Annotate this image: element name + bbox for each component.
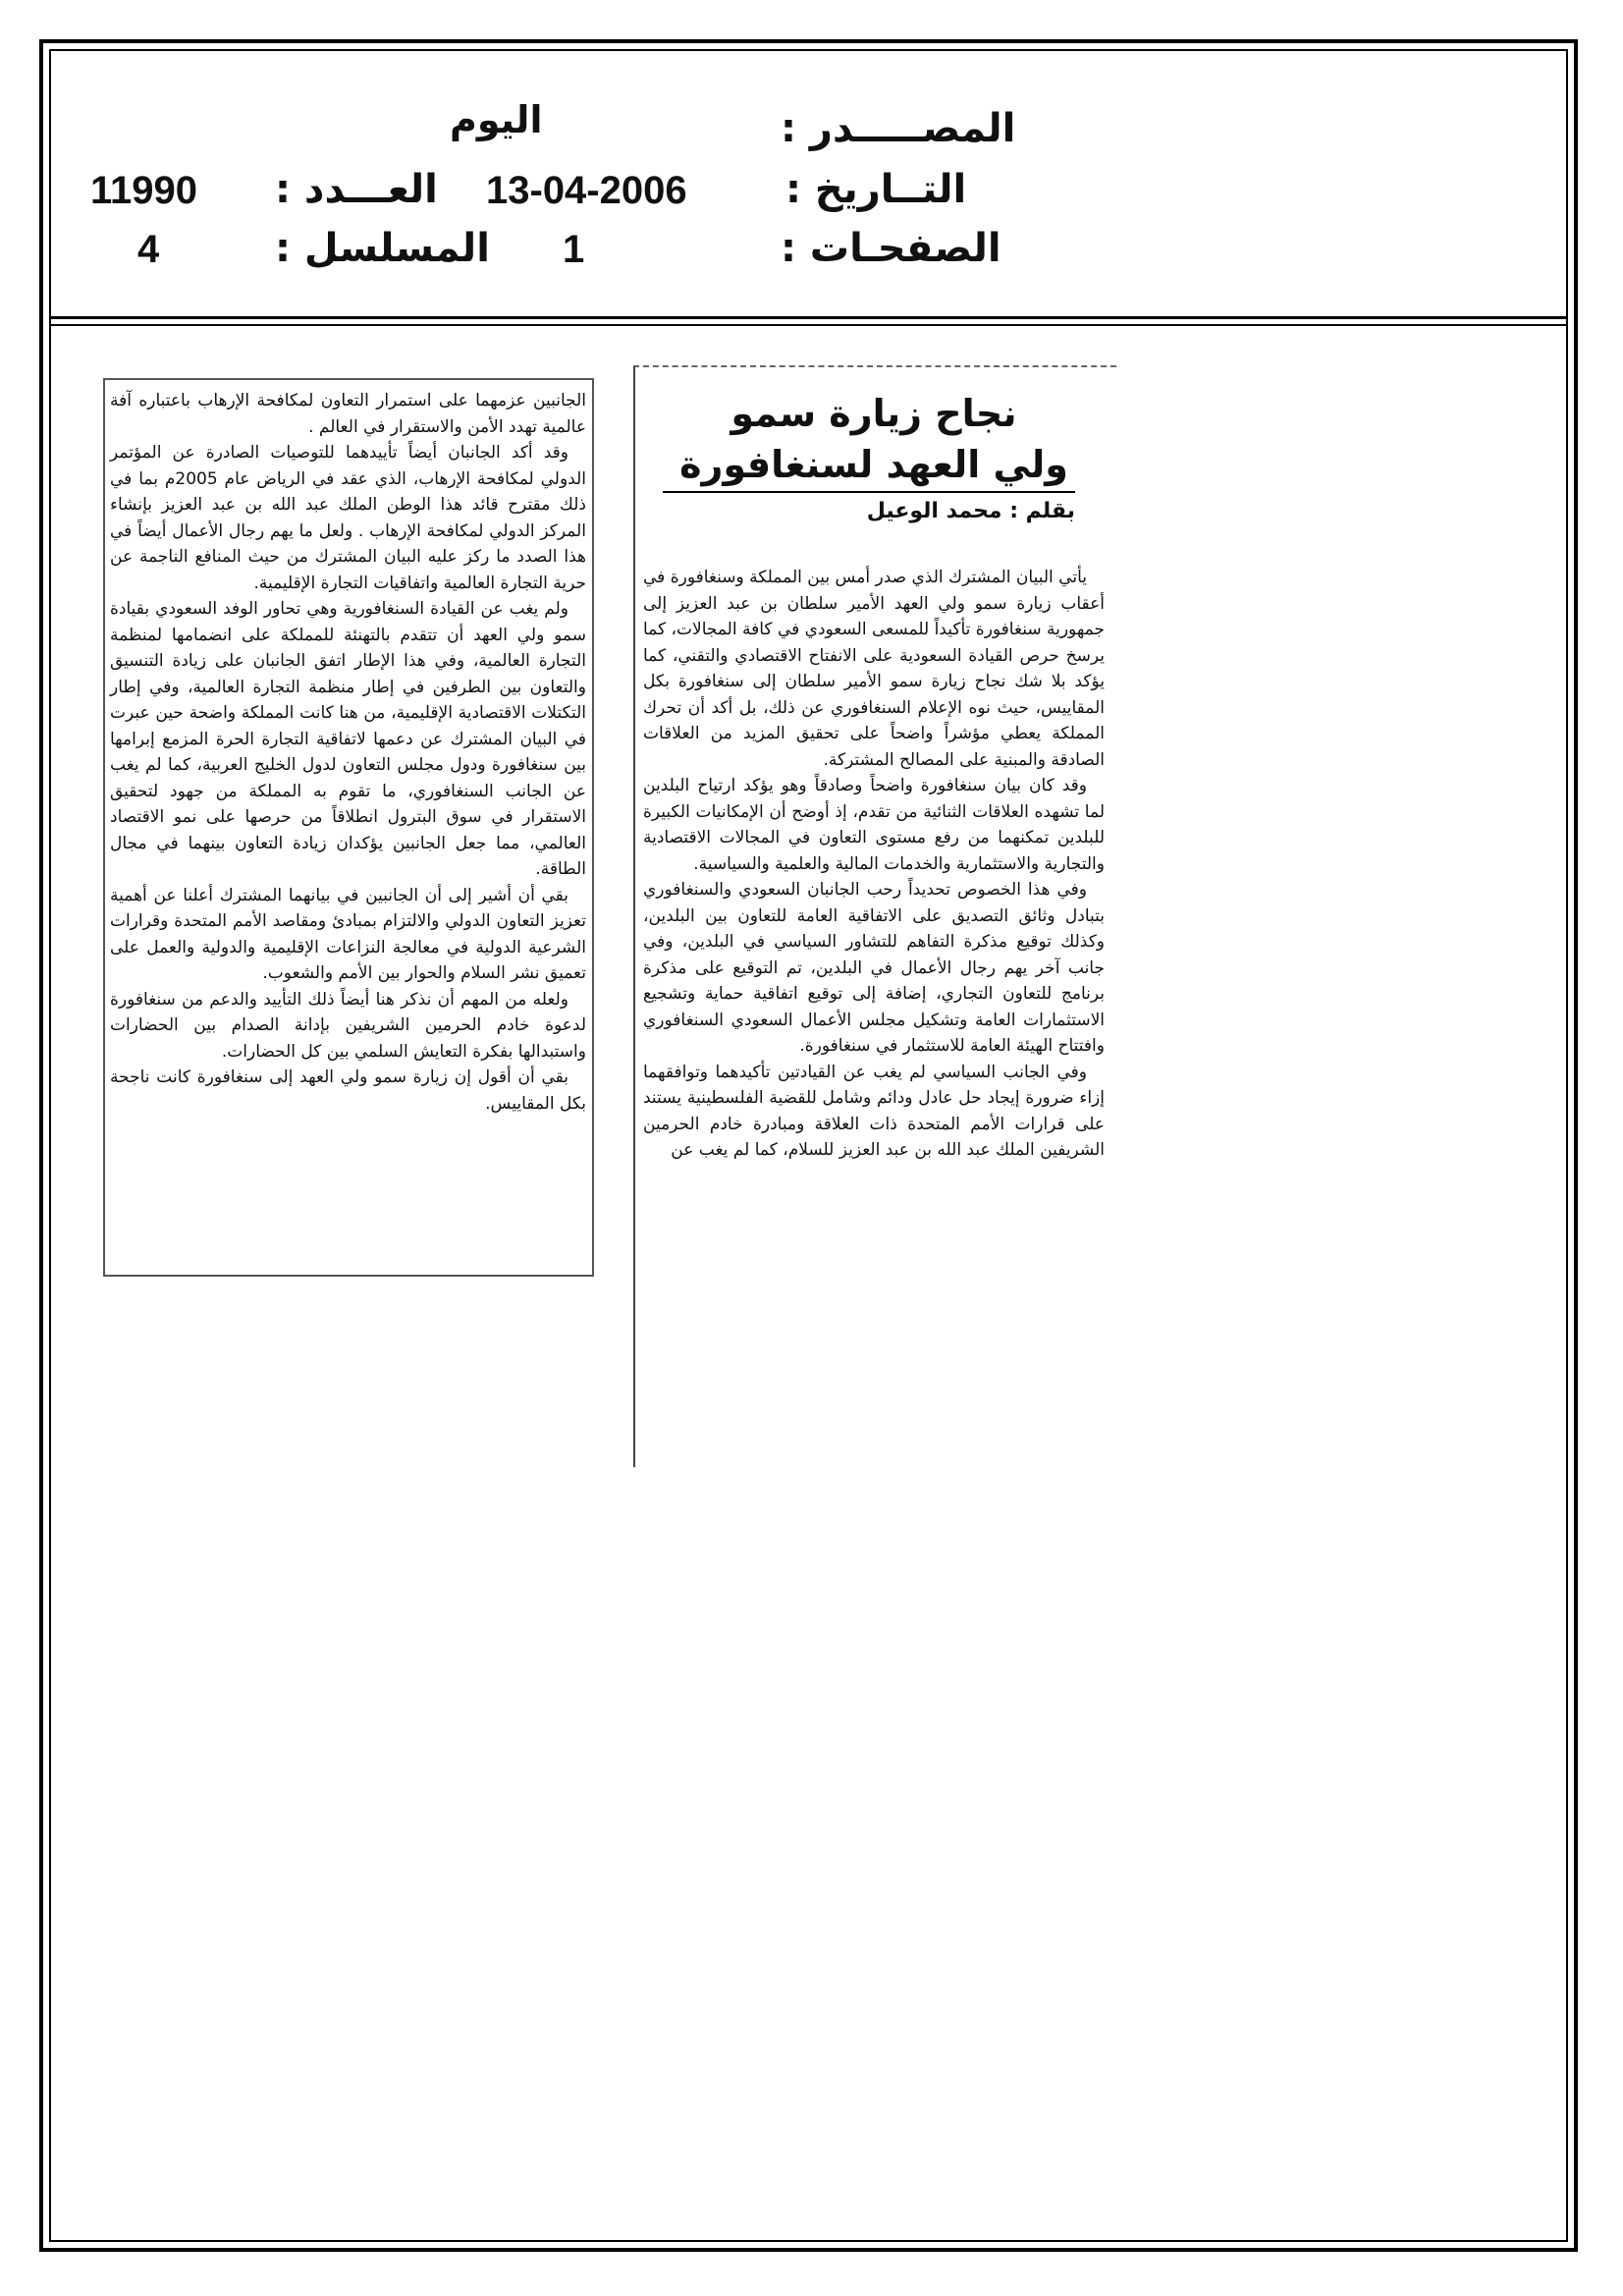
header-divider-thin: [49, 324, 1568, 326]
article-title: [668, 388, 1080, 490]
article-byline: بقلم : محمد الوعيل: [866, 499, 1075, 523]
issue-label: العـــدد :: [275, 167, 438, 212]
paragraph: يأتي البيان المشترك الذي صدر أمس بين المملكة وسنغافورة في أعقاب زيارة سمو ولي العهد الأمير سلطان بن عبد العزيز إلى جمهورية سنغافورة تأكيداً للمسعى السعودي في كافة المجالات، كما يرسخ حرص القيادة السعودية على الانفتاح الاقتصادي والتقني، كما يؤكد بلا شك نجاح زيارة سمو الأمير سلطان إلى سنغافورة بكل المقاييس، حيث نوه الإعلام السنغافوري عن ذلك، بل أكد أن تحرك المملكة يعطي مؤشراً واضحاً على تحقيق المزيد من العلاقات الصادقة والمبنية على المصالح المشتركة.: [643, 568, 1105, 770]
paragraph: بقي أن أشير إلى أن الجانبين في بيانهما المشترك أعلنا عن أهمية تعزيز التعاون الدولي والالتزام بمبادئ ومقاصد الأمم المتحدة وقرارات الشرعية الدولية في معالجة النزاعات الإقليمية والدولية والعمل على تعميق نشر السلام والحوار بين الأمم والشعوب.: [110, 885, 586, 983]
source-value: اليوم: [450, 98, 543, 141]
article-column-right: [643, 565, 1105, 1164]
paragraph: ولم يغب عن القيادة السنغافورية وهي تحاور الوفد السعودي بقيادة سمو ولي العهد أن تتقدم بالتهنئة للمملكة على انضمامها لمنظمة التجارة العالمية، وفي هذا الإطار اتفق الجانبان على زيادة التنسيق والتعاون بين الطرفين في إطار منظمة التجارة العالمية، وفي إطار التكتلات الاقتصادية الإقليمية، من هنا كانت المملكة واضحة حين عبرت في البيان المشترك عن دعمها لاتفاقية التجارة الحرة المزمع إبرامها بين سنغافورة ودول مجلس التعاون لدول الخليج العربية، كما لم يغب عن الجانب السنغافوري، ما تقوم به المملكة من جهود لتحقيق الاستقرار في سوق البترول انطلاقاً من حرصها على نمو الاقتصاد العالمي، مما جعل الجانبين يؤكدان زيادة التعاون بينهما في مجال الطاقة.: [110, 599, 586, 879]
serial-value: 4: [137, 228, 160, 271]
paragraph: وقد أكد الجانبان أيضاً تأييدهما للتوصيات الصادرة عن المؤتمر الدولي لمكافحة الإرهاب، الذي عقد في الرياض عام 2005م بما في ذلك مقترح قائد هذا الوطن الملك عبد الله بن عبد العزيز بإنشاء المركز الدولي لمكافحة الإرهاب . ولعل ما يهم رجال الأعمال أيضاً في هذا الصدد ما ركز عليه البيان المشترك من حيث المنافع الناجمة عن حرية التجارة العالمية واتفاقيات التجارة الإقليمية.: [110, 443, 586, 593]
header-divider: [49, 316, 1568, 319]
pages-label: الصفحـات :: [781, 226, 1001, 271]
serial-label: المسلسل :: [275, 226, 490, 271]
paragraph: وفي هذا الخصوص تحديداً رحب الجانبان السعودي والسنغافوري بتبادل وثائق التصديق على الاتفاقية العامة للتعاون بين البلدين، وكذلك توقيع مذكرة التفاهم للتشاور السياسي في البلدين، وفي جانب آخر يهم رجال الأعمال في البلدين، تم التوقيع على مذكرة برنامج للتعاون التجاري، إضافة إلى توقيع اتفاقية حماية وتشجيع الاستثمارات العامة وتشكيل مجلس الأعمال السعودي السنغافوري وافتتاح الهيئة العامة للاستثمار في سنغافورة.: [643, 880, 1105, 1056]
date-label: التــاريخ :: [785, 167, 967, 212]
paragraph: ولعله من المهم أن نذكر هنا أيضاً ذلك التأييد والدعم من سنغافورة لدعوة خادم الحرمين الشريفين بإدانة الصدام بين الحضارات واستبدالها بفكرة التعايش السلمي بين كل الحضارات.: [110, 989, 586, 1062]
pages-value: 1: [563, 228, 585, 271]
paragraph: الجانبين عزمهما على استمرار التعاون لمكافحة الإرهاب باعتباره آفة عالمية تهدد الأمن والاستقرار في العالم .: [110, 391, 586, 437]
paragraph: وفي الجانب السياسي لم يغب عن القيادتين تأكيدهما وتوافقهما إزاء ضرورة إيجاد حل عادل ودائم وشامل للقضية الفلسطينية يستند على قرارات الأمم المتحدة ذات العلاقة ومبادرة خادم الحرمين الشريفين الملك عبد الله بن عبد العزيز للسلام، كما لم يغب عن: [643, 1062, 1105, 1160]
byline-rule: [663, 491, 1075, 493]
source-label: المصـــــدر :: [781, 106, 1016, 151]
issue-value: 11990: [90, 169, 198, 212]
paragraph: بقي أن أقول إن زيارة سمو ولي العهد إلى سنغافورة كانت ناجحة بكل المقاييس.: [110, 1067, 586, 1114]
article-title-line2: ولي العهد لسنغافورة: [679, 443, 1068, 486]
article-column-left: [110, 388, 586, 1117]
article-title-line1: نجاح زيارة سمو: [730, 392, 1017, 435]
paragraph: وقد كان بيان سنغافورة واضحاً وصادقاً وهو يؤكد ارتياح البلدين لما تشهده العلاقات الثنائية من تقدم، إذ أوضح أن الإمكانيات الكبيرة للبلدين تمكنهما من رفع مستوى التعاون في المجالات الاقتصادية والتجارية والاستثمارية والخدمات المالية والعلمية والسياسية.: [643, 776, 1105, 874]
date-value: 13-04-2006: [486, 169, 687, 212]
